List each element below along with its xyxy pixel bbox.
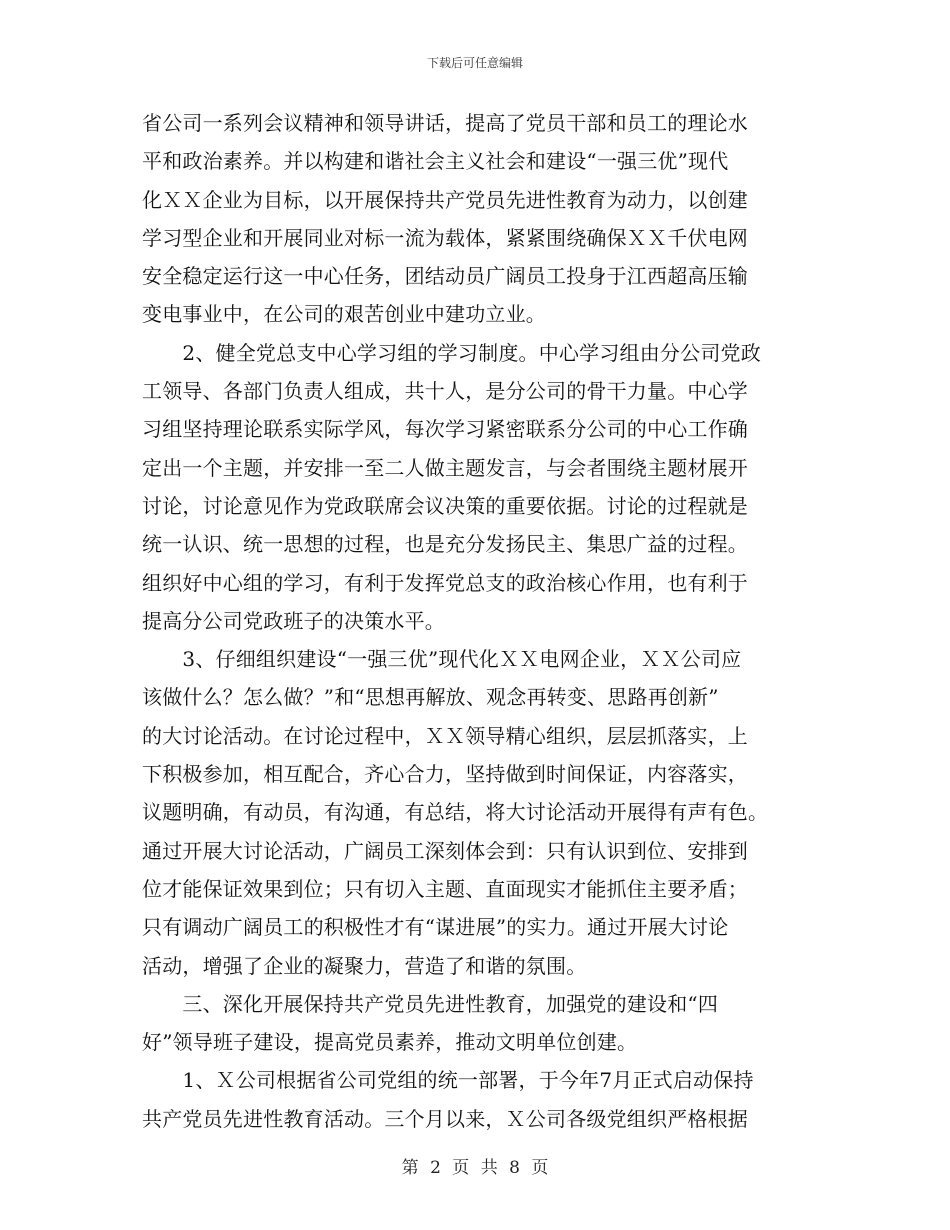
text-line-24: 三、深化开展保持共产党员先进性教育，加强党的建设和“四 — [142, 991, 719, 1016]
text-line-5: 安全稳定运行这一中心任务，团结动员广阔员工投身于江西超高压输 — [142, 264, 748, 289]
text-line-10: 定出一个主题，并安排一至二人做主题发言，与会者围绕主题材展开 — [142, 455, 748, 480]
text-line-3: 化ＸＸ企业为目标，以开展保持共产党员先进性教育为动力，以创建 — [142, 187, 748, 212]
page-number-footer: 第 2 页 共 8 页 — [401, 1158, 549, 1178]
text-line-13: 组织好中心组的学习，有利于发挥党总支的政治核心作用，也有利于 — [142, 570, 748, 595]
text-line-14: 提高分公司党政班子的决策水平。 — [142, 608, 445, 633]
text-line-26: 1、Ｘ公司根据省公司党组的统一部署，于今年7月正式启动保持 — [142, 1068, 754, 1093]
text-line-25: 好”领导班子建设，提高党员素养，推动文明单位创建。 — [142, 1030, 638, 1055]
text-line-1: 省公司一系列会议精神和领导讲话，提高了党员干部和员工的理论水 — [142, 111, 748, 135]
text-line-9: 习组坚持理论联系实际学风，每次学习紧密联系分公司的中心工作确 — [142, 417, 748, 442]
text-line-4: 学习型企业和开展同业对标一流为载体，紧紧围绕确保ＸＸ千伏电网 — [142, 225, 748, 250]
text-line-16: 该做什么？怎么做？”和“思想再解放、观念再转变、思路再创新” — [142, 685, 719, 710]
page-header: 下载后可任意编辑 — [426, 56, 523, 70]
text-line-27: 共产党员先进性教育活动。三个月以来，Ｘ公司各级党组织严格根据 — [142, 1106, 748, 1131]
text-line-22: 只有调动广阔员工的积极性才有“谋进展”的实力。通过开展大讨论 — [142, 915, 729, 940]
text-line-23: 活动，增强了企业的凝聚力，营造了和谐的氛围。 — [142, 953, 587, 978]
text-line-21: 位才能保证效果到位；只有切入主题、直面现实才能抓住主要矛盾； — [142, 876, 748, 901]
text-line-6: 变电事业中，在公司的艰苦创业中建功立业。 — [142, 302, 546, 327]
text-line-17: 的大讨论活动。在讨论过程中，ＸＸ领导精心组织，层层抓落实，上 — [142, 723, 748, 748]
text-line-2: 平和政治素养。并以构建和谐社会主义社会和建设“一强三优”现代 — [142, 149, 729, 174]
text-line-18: 下积极参加，相互配合，齐心合力，坚持做到时间保证，内容落实， — [142, 762, 748, 787]
text-line-20: 通过开展大讨论活动，广阔员工深刻体会到：只有认识到位、安排到 — [142, 838, 748, 863]
text-line-11: 讨论，讨论意见作为党政联席会议决策的重要依据。讨论的过程就是 — [142, 493, 748, 518]
text-line-12: 统一认识、统一思想的过程，也是充分发扬民主、集思广益的过程。 — [142, 532, 748, 557]
text-line-15: 3、仔细组织建设“一强三优”现代化ＸＸ电网企业，ＸＸ公司应 — [142, 647, 742, 672]
text-line-8: 工领导、各部门负责人组成，共十人，是分公司的骨干力量。中心学 — [142, 379, 748, 404]
text-line-19: 议题明确，有动员，有沟通，有总结，将大讨论活动开展得有声有色。 — [142, 800, 769, 825]
document-body — [142, 104, 812, 1138]
text-line-7: 2、健全党总支中心学习组的学习制度。中心学习组由分公司党政 — [142, 340, 761, 365]
